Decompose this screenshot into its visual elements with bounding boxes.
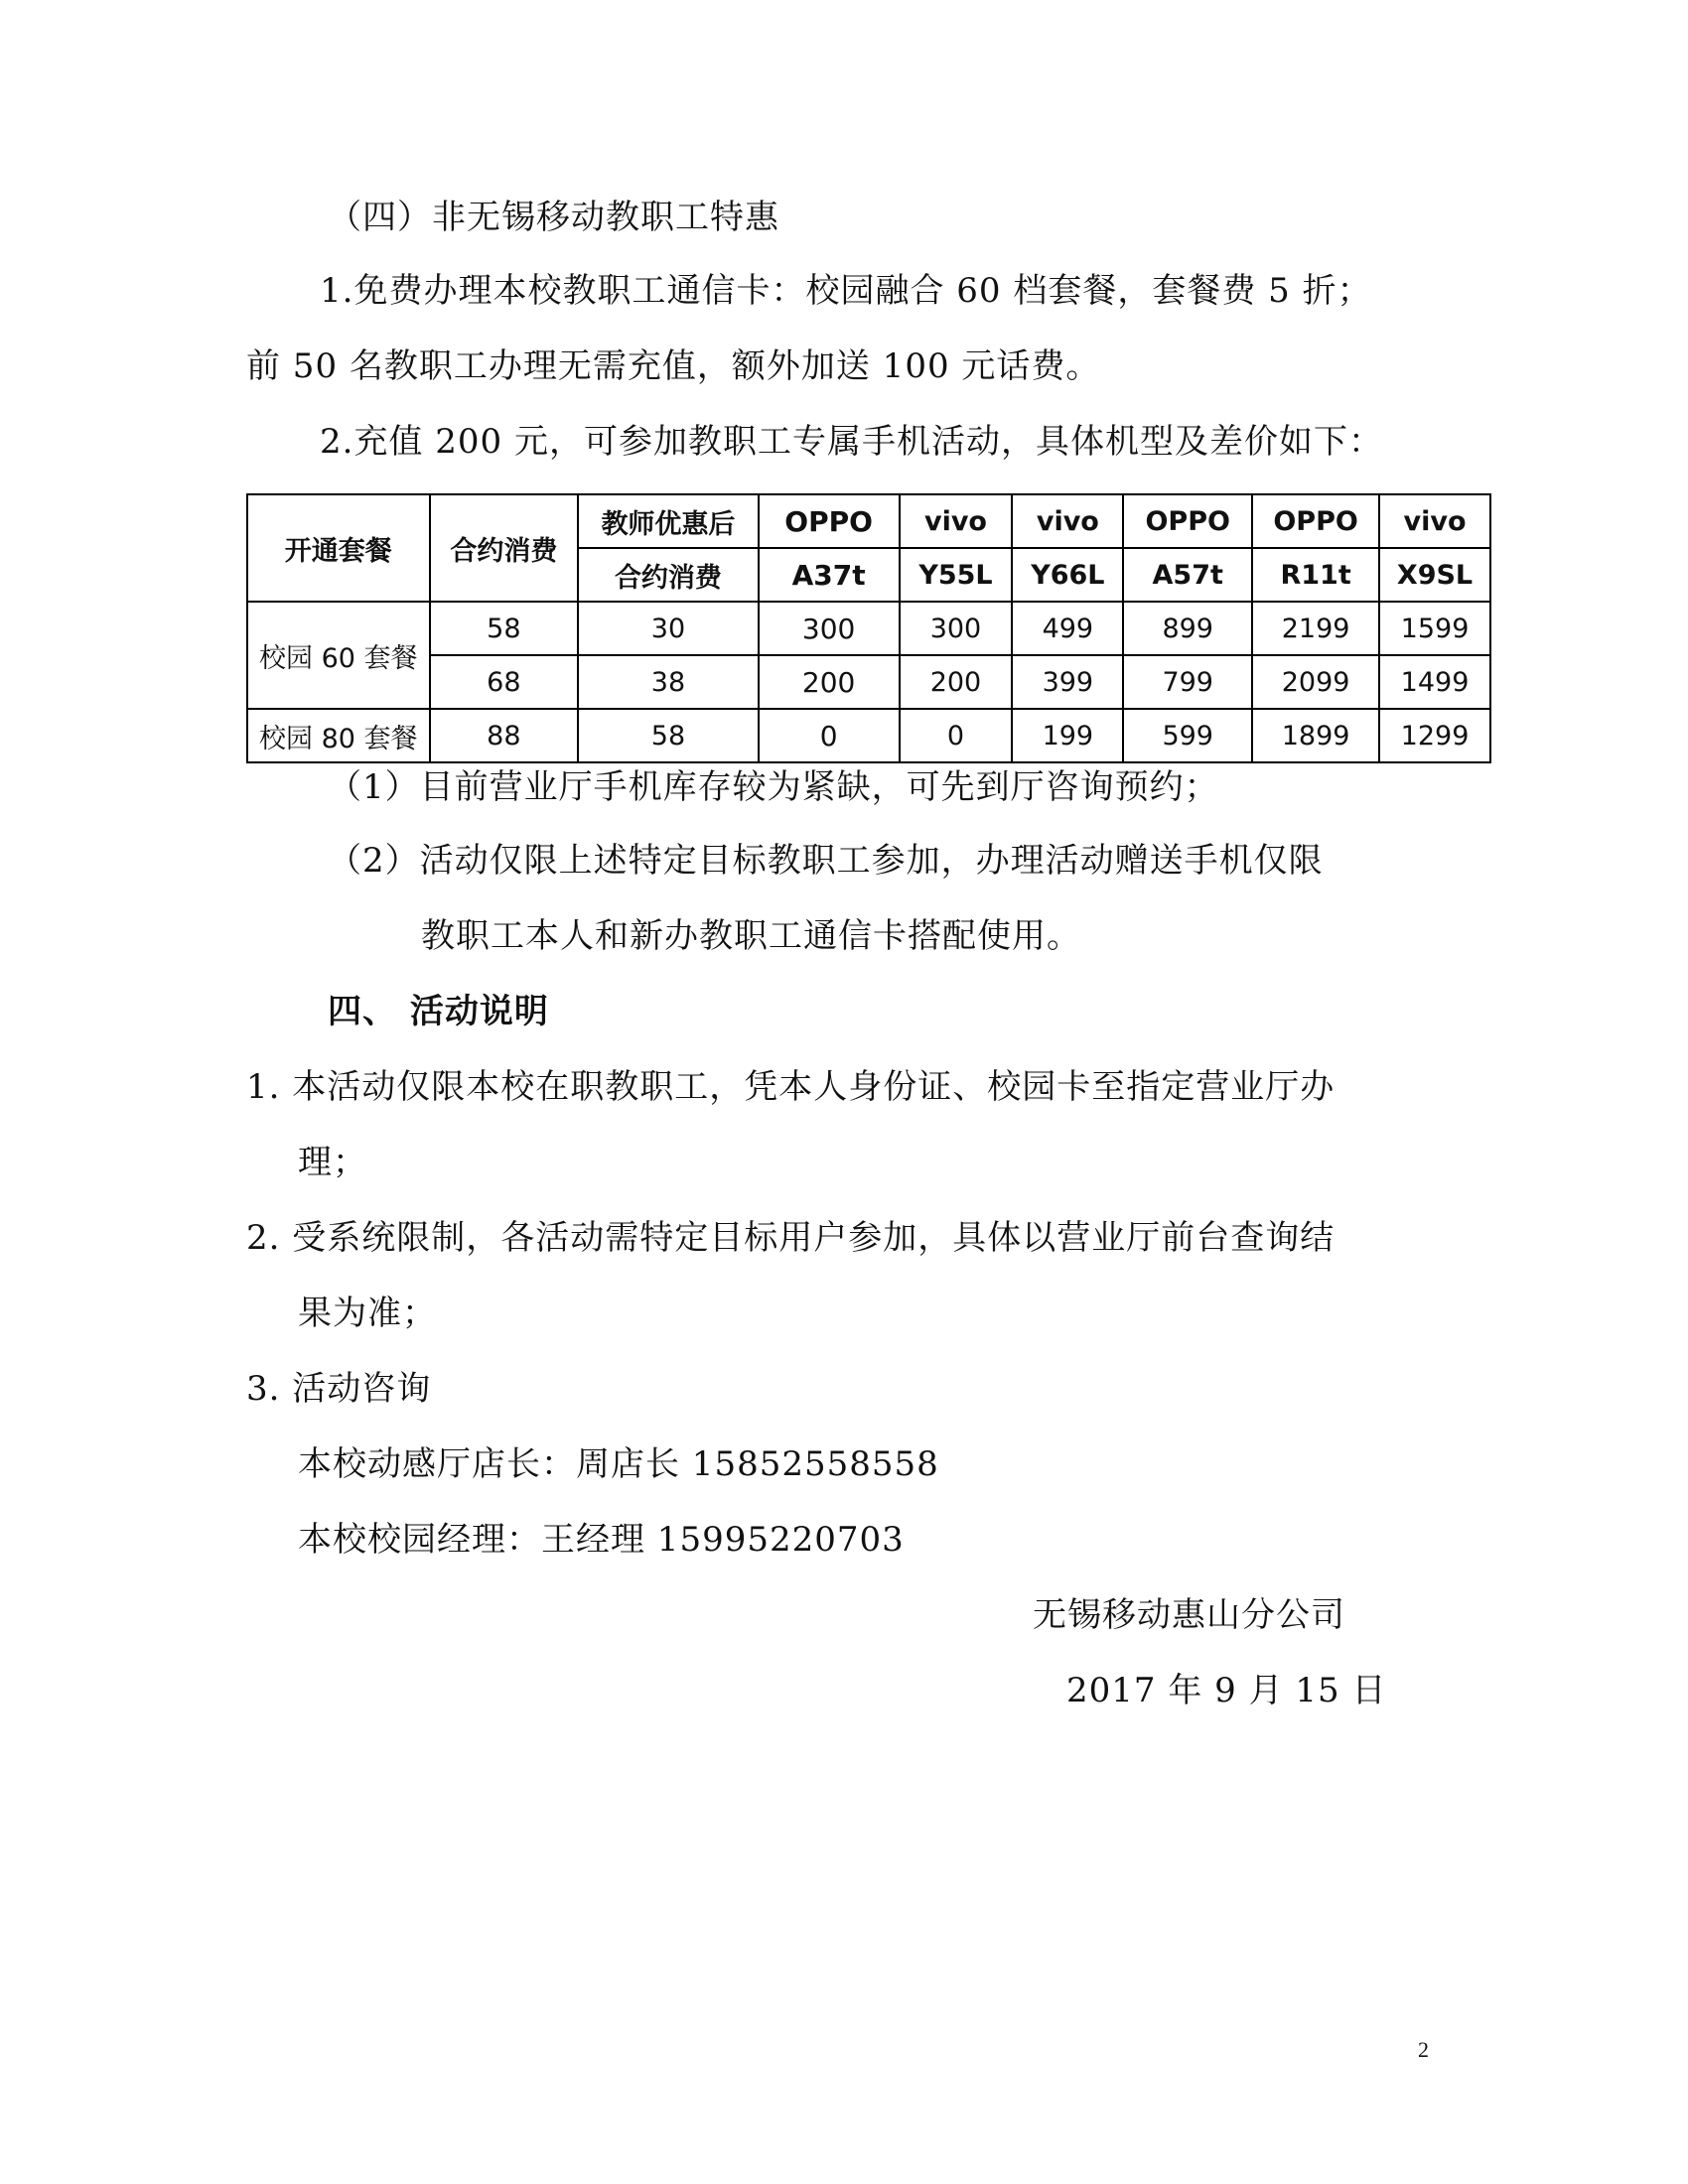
table-row — [247, 655, 1490, 709]
price-cell: 499 — [1012, 602, 1123, 655]
header-teacher-line2: 合约消费 — [578, 548, 759, 602]
contact-store-manager: 本校动感厅店长：周店长 15852558558 — [298, 1444, 939, 1484]
header-model-name: X9SL — [1379, 548, 1490, 602]
table-header-row — [247, 494, 1490, 548]
contract-cell: 88 — [430, 709, 579, 762]
note-2-line2: 教职工本人和新办教职工通信卡搭配使用。 — [421, 916, 1081, 956]
teacher-cell: 58 — [578, 709, 759, 762]
price-cell: 2199 — [1252, 602, 1379, 655]
plan-cell: 校园 60 套餐 — [247, 602, 430, 709]
contact-campus-manager: 本校校园经理：王经理 15995220703 — [298, 1520, 905, 1560]
table-row — [247, 602, 1490, 655]
price-cell: 0 — [759, 709, 900, 762]
teacher-cell: 30 — [578, 602, 759, 655]
activity-item3: 3. 活动咨询 — [246, 1369, 432, 1409]
price-cell: 300 — [900, 602, 1013, 655]
price-cell: 599 — [1123, 709, 1252, 762]
price-cell: 2099 — [1252, 655, 1379, 709]
page-number: 2 — [1418, 2037, 1429, 2062]
activity-item2-line2: 果为准； — [298, 1294, 437, 1333]
header-model-brand: vivo — [900, 494, 1013, 548]
header-model-name: A57t — [1123, 548, 1252, 602]
activity-item1-line1: 1. 本活动仅限本校在职教职工，凭本人身份证、校园卡至指定营业厅办 — [246, 1067, 1336, 1107]
phone-price-table — [246, 493, 1491, 763]
item2: 2.充值 200 元，可参加教职工专属手机活动，具体机型及差价如下： — [320, 422, 1383, 462]
signature-date: 2017 年 9 月 15 日 — [1066, 1671, 1387, 1710]
table-row — [247, 709, 1490, 762]
header-model-name: Y55L — [900, 548, 1013, 602]
price-cell: 399 — [1012, 655, 1123, 709]
teacher-cell: 38 — [578, 655, 759, 709]
note-1: （1）目前营业厅手机库存较为紧缺，可先到厅咨询预约； — [328, 767, 1219, 807]
price-cell: 300 — [759, 602, 900, 655]
activity-item2-line1: 2. 受系统限制，各活动需特定目标用户参加，具体以营业厅前台查询结 — [246, 1218, 1336, 1258]
price-cell: 1599 — [1379, 602, 1490, 655]
header-model-name: A37t — [759, 548, 900, 602]
header-model-brand: OPPO — [759, 494, 900, 548]
item1-line1: 1.免费办理本校教职工通信卡：校园融合 60 档套餐，套餐费 5 折； — [320, 271, 1372, 311]
contract-cell: 68 — [430, 655, 579, 709]
plan-cell: 校园 80 套餐 — [247, 709, 430, 762]
price-cell: 799 — [1123, 655, 1252, 709]
header-plan: 开通套餐 — [247, 494, 430, 602]
header-model-name: Y66L — [1012, 548, 1123, 602]
price-cell: 200 — [900, 655, 1013, 709]
activity-item1-line2: 理； — [298, 1143, 367, 1182]
price-cell: 0 — [900, 709, 1013, 762]
header-contract: 合约消费 — [430, 494, 579, 602]
section-heading: （四）非无锡移动教职工特惠 — [328, 198, 779, 237]
price-cell: 1499 — [1379, 655, 1490, 709]
header-model-brand: vivo — [1379, 494, 1490, 548]
header-teacher-line1: 教师优惠后 — [578, 494, 759, 548]
header-model-brand: OPPO — [1252, 494, 1379, 548]
header-model-brand: OPPO — [1123, 494, 1252, 548]
contract-cell: 58 — [430, 602, 579, 655]
signature-company: 无锡移动惠山分公司 — [1033, 1595, 1345, 1635]
item1-line2: 前 50 名教职工办理无需充值，额外加送 100 元话费。 — [246, 346, 1101, 386]
price-cell: 1299 — [1379, 709, 1490, 762]
price-cell: 1899 — [1252, 709, 1379, 762]
price-cell: 199 — [1012, 709, 1123, 762]
header-model-brand: vivo — [1012, 494, 1123, 548]
price-cell: 200 — [759, 655, 900, 709]
header-model-name: R11t — [1252, 548, 1379, 602]
note-2-line1: （2）活动仅限上述特定目标教职工参加，办理活动赠送手机仅限 — [328, 841, 1324, 881]
price-cell: 899 — [1123, 602, 1252, 655]
activity-heading: 四、 活动说明 — [328, 992, 549, 1031]
